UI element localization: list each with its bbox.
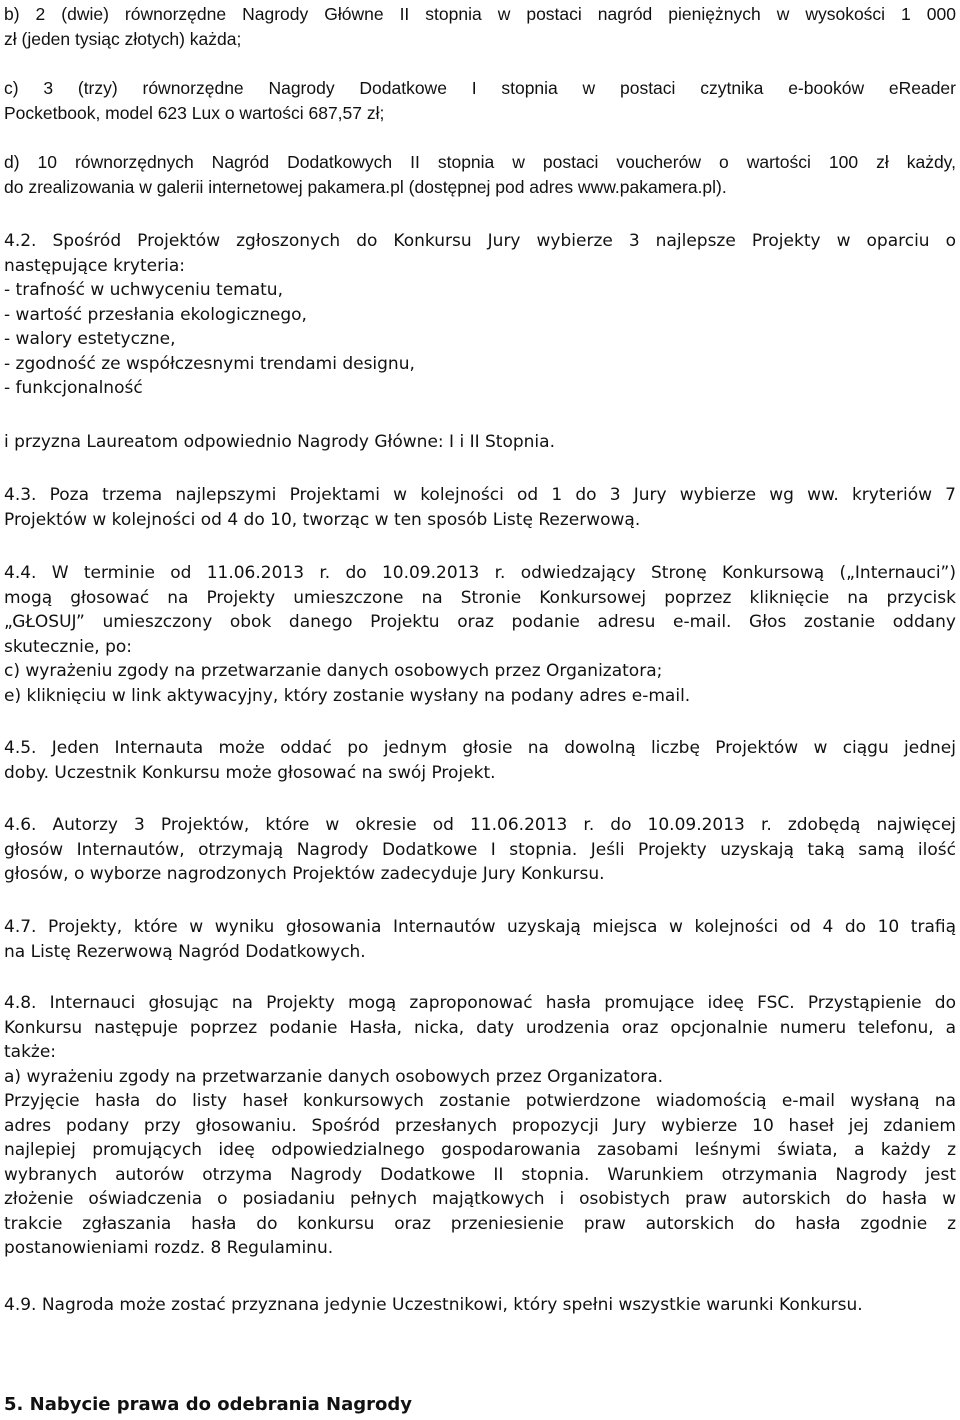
prize-d-paragraph: [4, 150, 956, 200]
text-line: 4.9. Nagroda może zostać przyznana jedynie Uczestnikowi, który spełni wszystkie warunki Konkursu.: [4, 1295, 863, 1315]
text-line: 4.7. Projekty, które w wyniku głosowania Internautów uzyskają miejsca w kolejności od 4 do 10 trafią: [4, 917, 956, 937]
text-line: skutecznie, po:: [4, 636, 133, 657]
text-line: 4.5. Jeden Internauta może oddać po jednym głosie na dowolną liczbę Projektów w ciągu jednej: [4, 738, 956, 758]
text-line: adres podany przy głosowaniu. Spośród przesłanych propozycji Jury wybierze 10 haseł jej zdaniem: [4, 1115, 956, 1136]
prize-c-paragraph: [4, 76, 956, 126]
section-4-4-paragraph: [4, 561, 956, 708]
text-line: mogą głosować na Projekty umieszczone na Stronie Konkursowej poprzez kliknięcie na przycisk: [4, 587, 956, 608]
text-line: także:: [4, 1042, 57, 1062]
text-line: trakcie zgłaszania hasła do konkursu oraz przeniesienie praw autorskich do hasła zgodnie z: [4, 1213, 956, 1234]
section-4-3-paragraph: [4, 483, 956, 532]
section-4-9-paragraph: [4, 1293, 956, 1318]
text-line: głosów, o wyborze nagrodzonych Projektów zadecyduje Jury Konkursu.: [4, 864, 605, 884]
text-line: Projektów w kolejności od 4 do 10, tworząc w ten sposób Listę Rezerwową.: [4, 509, 641, 530]
text-line: złożenie oświadczenia o posiadaniu pełnych majątkowych i osobistych praw autorskich do hasła w: [4, 1189, 956, 1209]
text-line: 4.4. W terminie od 11.06.2013 r. do 10.09.2013 r. odwiedzający Stronę Konkursową („Internauci”): [4, 563, 956, 583]
text-line: 4.3. Poza trzema najlepszymi Projektami w kolejności od 1 do 3 Jury wybierze wg ww. kryteriów 7: [4, 485, 956, 505]
text-line: Przyjęcie hasła do listy haseł konkursowych zostanie potwierdzone wiadomością e-mail wysłaną na: [4, 1091, 956, 1111]
text-line: zł (jeden tysiąc złotych) każda;: [4, 29, 242, 49]
text-line: Konkursu następuje poprzez podanie Hasła, nicka, daty urodzenia oraz opcjonalnie numeru telefonu, a: [4, 1017, 956, 1038]
text-line: głosów Internautów, otrzymają Nagrody Dodatkowe I stopnia. Jeśli Projekty uzyskają taką samą ilość: [4, 839, 956, 860]
section-4-6-paragraph: [4, 813, 956, 887]
criteria-item: - trafność w uchwyceniu tematu,: [4, 280, 283, 300]
text-line: na Listę Rezerwową Nagród Dodatkowych.: [4, 941, 366, 962]
text-line: „GŁOSUJ” umieszczony obok danego Projektu oraz podanie adresu e-mail. Głos zostanie oddany: [4, 612, 956, 632]
text-line: do zrealizowania w galerii internetowej pakamera.pl (dostępnej pod adres www.pakamera.pl).: [4, 177, 727, 197]
text-line: najlepiej promujących ideę odpowiedzialnego gospodarowania zasobami leśnymi świata, a każdy z: [4, 1140, 956, 1160]
text-line: c) 3 (trzy) równorzędne Nagrody Dodatkowe I stopnia w postaci czytnika e-booków eReader: [4, 78, 956, 98]
prize-b-paragraph: [4, 2, 956, 52]
section-4-2-award: [4, 430, 956, 455]
criteria-item: - wartość przesłania ekologicznego,: [4, 304, 307, 325]
text-line: następujące kryteria:: [4, 255, 185, 276]
section-5-heading: 5. Nabycie prawa do odebrania Nagrody: [4, 1394, 412, 1415]
criteria-item: - funkcjonalność: [4, 378, 143, 398]
text-line: e) kliknięciu w link aktywacyjny, który zostanie wysłany na podany adres e-mail.: [4, 685, 691, 706]
text-line: 4.8. Internauci głosując na Projekty mogą zaproponować hasła promujące ideę FSC. Przystąpienie do: [4, 993, 956, 1013]
text-line: c) wyrażeniu zgody na przetwarzanie danych osobowych przez Organizatora;: [4, 661, 663, 681]
text-line: 4.2. Spośród Projektów zgłoszonych do Konkursu Jury wybierze 3 najlepsze Projekty w oparciu o: [4, 231, 956, 251]
text-line: i przyzna Laureatom odpowiednio Nagrody Główne: I i II Stopnia.: [4, 432, 555, 452]
criteria-item: - walory estetyczne,: [4, 329, 176, 349]
section-4-2-paragraph: [4, 229, 956, 401]
text-line: 4.6. Autorzy 3 Projektów, które w okresie od 11.06.2013 r. do 10.09.2013 r. zdobędą najwięcej: [4, 815, 956, 835]
text-line: postanowieniami rozdz. 8 Regulaminu.: [4, 1238, 334, 1258]
text-line: wybranych autorów otrzyma Nagrody Dodatkowe II stopnia. Warunkiem otrzymania Nagrody jest: [4, 1164, 956, 1185]
section-4-7-paragraph: [4, 915, 956, 964]
criteria-item: - zgodność ze współczesnymi trendami designu,: [4, 353, 415, 374]
section-4-5-paragraph: [4, 736, 956, 785]
section-4-8-paragraph: [4, 991, 956, 1261]
text-line: doby. Uczestnik Konkursu może głosować na swój Projekt.: [4, 762, 496, 783]
text-line: d) 10 równorzędnych Nagród Dodatkowych II stopnia w postaci voucherów o wartości 100 zł każdy,: [4, 152, 956, 172]
text-line: a) wyrażeniu zgody na przetwarzanie danych osobowych przez Organizatora.: [4, 1066, 664, 1087]
text-line: b) 2 (dwie) równorzędne Nagrody Główne II stopnia w postaci nagród pieniężnych w wysokości 1 000: [4, 4, 956, 24]
text-line: Pocketbook, model 623 Lux o wartości 687,57 zł;: [4, 103, 385, 123]
